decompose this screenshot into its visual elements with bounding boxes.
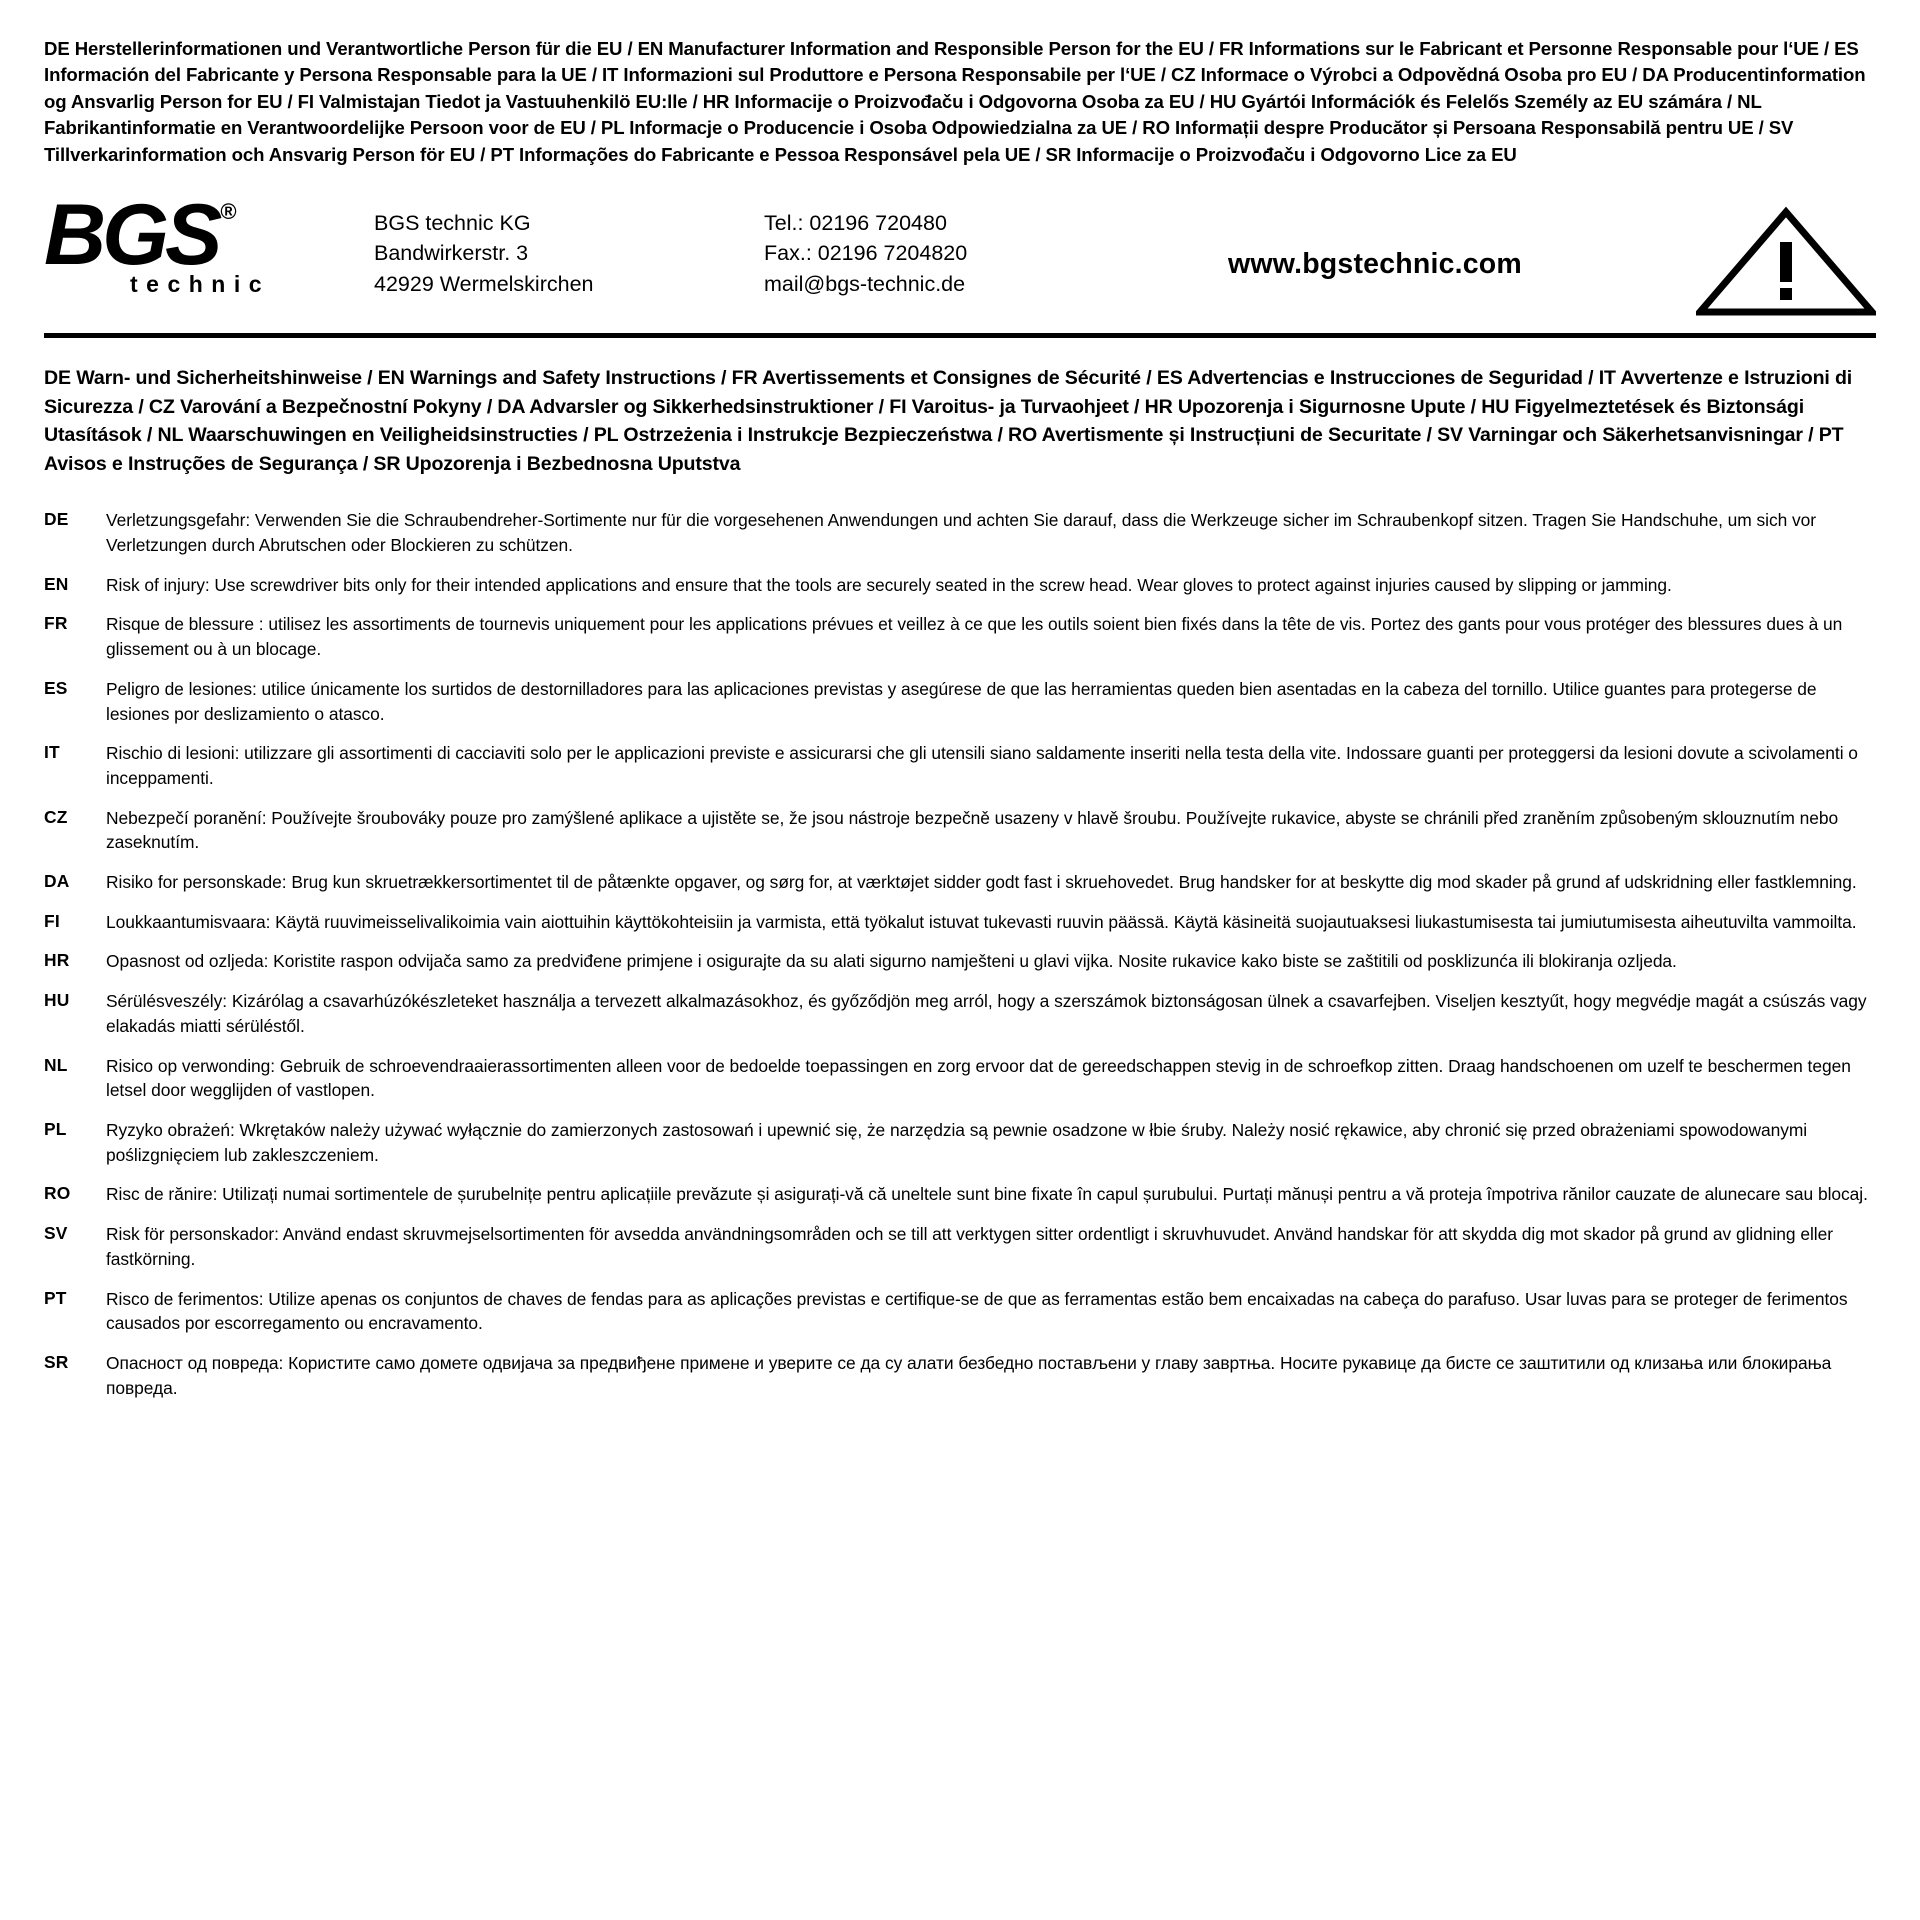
logo-subtext: technic xyxy=(130,271,271,298)
language-text: Risco de ferimentos: Utilize apenas os conjuntos de chaves de fendas para as aplicações previstas e certifique-se de que as ferramentas estão bem encaixadas na cabeça do parafuso. Usar luvas para se proteger de ferimentos causados por escorregamento ou encravamento. xyxy=(106,1288,1848,1334)
language-code: CZ xyxy=(44,806,68,827)
language-text: Loukkaantumisvaara: Käytä ruuvimeisselivalikoimia vain aiottuihin käyttökohteisiin ja varmista, että työkalut istuvat tukevasti ruuvin päässä. Käytä käsineitä suojautuaksesi liukastumisesta tai jumiutumisesta aiheutuvilta vammoilta. xyxy=(106,911,1857,932)
list-item xyxy=(44,1287,1876,1336)
language-text: Опасност од повреда: Користите само домете одвијача за предвиђене примене и уверите се да су алати безбедно постављени у главу завртња. Носите рукавице да бисте се заштитили од клизања или блокирања повреда. xyxy=(106,1352,1832,1398)
list-item xyxy=(44,870,1876,895)
language-code: EN xyxy=(44,573,69,594)
language-text: Verletzungsgefahr: Verwenden Sie die Schraubendreher-Sortimente nur für die vorgesehenen Anwendungen und achten Sie darauf, dass die Werkzeuge sicher im Schraubenkopf sitzen. Tragen Sie Handschuhe, um sich vor Verletzungen durch Abrutschen oder Blockieren zu schützen. xyxy=(106,510,1817,556)
language-text: Nebezpečí poranění: Používejte šroubováky pouze pro zamýšlené aplikace a ujistěte se, že jsou nástroje bezpečně usazeny v hlavě šroubu. Používejte rukavice, abyste se chránili před zraněním způsobeným sklouznutím nebo zaseknutím. xyxy=(106,807,1839,853)
company-telephone: Tel.: 02196 720480 xyxy=(764,210,947,235)
list-item xyxy=(44,741,1876,790)
list-item xyxy=(44,612,1876,661)
company-city: 42929 Wermelskirchen xyxy=(374,271,594,296)
language-code: IT xyxy=(44,742,60,763)
language-code: SR xyxy=(44,1351,69,1372)
registered-trademark-icon: ® xyxy=(220,198,237,224)
company-address xyxy=(374,190,764,300)
language-code: HR xyxy=(44,950,70,971)
language-text: Rischio di lesioni: utilizzare gli assortimenti di cacciaviti solo per le applicazioni previste e assicurarsi che gli utensili siano saldamente inseriti nella testa della vite. Indossare guanti per proteggersi da lesioni dovute a scivolamenti o inceppamenti. xyxy=(106,743,1858,788)
list-item xyxy=(44,1054,1876,1103)
list-item xyxy=(44,910,1876,935)
company-contact xyxy=(764,190,1074,300)
company-fax: Fax.: 02196 7204820 xyxy=(764,241,968,266)
language-code: RO xyxy=(44,1183,71,1204)
company-website[interactable]: www.bgstechnic.com xyxy=(1228,247,1522,280)
list-item xyxy=(44,573,1876,598)
language-text: Sérülésveszély: Kizárólag a csavarhúzókészleteket használja a tervezett alkalmazásokhoz, és győződjön meg arról, hogy a szerszámok biztonságosan ülnek a csavarfejben. Viseljen kesztyűt, hogy megvédje magát a csúszás vagy elakadás miatti sérüléstől. xyxy=(106,991,1867,1036)
safety-instructions-heading: DE Warn- und Sicherheitshinweise / EN Warnings and Safety Instructions / FR Avertissements et Consignes de Sécurité / ES Advertencias e Instrucciones de Seguridad / IT Avvertenze e Istruzioni di Sicurezza / CZ Varování a Bezpečnostní Pokyny / DA Advarsler og Sikkerhedsinstruktioner / FI Varoitus- ja Turvaohjeet / HR Upozorenja i Sigurnosne Upute / HU Figyelmeztetések és Biztonsági Utasítások / NL Waarschuwingen en Veiligheidsinstructies / PL Ostrzeżenia i Instrukcje Bezpieczeństwa / RO Avertismente și Instrucțiuni de Securitate / SV Varningar och Säkerhetsanvisningar / PT Avisos e Instruções de Segurança / SR Upozorenja i Bezbednosna Uputstva xyxy=(44,366,1853,475)
logo-wordmark-text: BGS xyxy=(44,186,219,283)
language-code: HU xyxy=(44,990,70,1011)
language-text: Peligro de lesiones: utilice únicamente los surtidos de destornilladores para las aplicaciones previstas y asegúrese de que las herramientas queden bien asentadas en la cabeza del tornillo. Utilice guantes para protegerse de lesiones por deslizamiento o atasco. xyxy=(106,678,1817,724)
language-code: NL xyxy=(44,1054,68,1075)
company-info-band xyxy=(44,186,1876,338)
language-code: FI xyxy=(44,910,60,931)
language-text: Risk för personskador: Använd endast skruvmejselsortimenten för avsedda användningsområden och se till att verktygen sitter ordentligt i skruvhuvudet. Använd handskar för att skydda dig mot skador på grund av glidning eller fastkörning. xyxy=(106,1224,1833,1269)
warning-triangle-icon xyxy=(1696,206,1876,318)
language-text: Risiko for personskade: Brug kun skruetrækkersortimentet til de påtænkte opgaver, og sørg for, at værktøjet sidder godt fast i skruehovedet. Brug handsker for at beskytte dig mod skader på grund af udskridning eller fastklemning. xyxy=(106,872,1857,893)
list-item xyxy=(44,989,1876,1038)
language-code: SV xyxy=(44,1223,68,1244)
language-warning-list xyxy=(44,508,1876,1400)
language-text: Risque de blessure : utilisez les assortiments de tournevis uniquement pour les applications prévues et veillez à ce que les outils soient bien fixés dans la tête de vis. Portez des gants pour vous protéger des blessures dues à un glissement ou à un blocage. xyxy=(106,614,1843,660)
warning-triangle-container xyxy=(1676,190,1876,318)
language-code: PT xyxy=(44,1287,67,1308)
list-item xyxy=(44,508,1876,557)
list-item xyxy=(44,806,1876,855)
language-code: DA xyxy=(44,871,70,892)
language-code: PL xyxy=(44,1118,67,1139)
bgs-logo xyxy=(44,186,374,298)
list-item xyxy=(44,949,1876,974)
language-text: Ryzyko obrażeń: Wkrętaków należy używać wyłącznie do zamierzonych zastosowań i upewnić się, że narzędzia są pewnie osadzone w łbie śruby. Należy nosić rękawice, aby chronić się przed obrażeniami spowodowanymi poślizgnięciem lub zakleszczeniem. xyxy=(106,1119,1808,1165)
list-item xyxy=(44,677,1876,726)
language-text: Risc de rănire: Utilizați numai sortimentele de șurubelnițe pentru aplicațiile prevăzute și asigurați-vă că uneltele sunt bine fixate în capul șurubului. Purtați mănuși pentru a vă proteja împotriva rănilor cauzate de alunecare sau blocaj. xyxy=(106,1184,1868,1205)
list-item xyxy=(44,1351,1876,1400)
list-item xyxy=(44,1222,1876,1271)
language-code: ES xyxy=(44,677,68,698)
language-code: DE xyxy=(44,509,69,530)
list-item xyxy=(44,1182,1876,1207)
logo-wordmark xyxy=(44,186,237,283)
list-item xyxy=(44,1118,1876,1167)
language-text: Opasnost od ozljeda: Koristite raspon odvijača samo za predviđene primjene i osigurajte da su alati sigurno namješteni u glavi vijka. Nosite rukavice kako biste se zaštitili od posklizunća ili blokiranja ozljeda. xyxy=(106,951,1677,972)
company-name: BGS technic KG xyxy=(374,210,531,235)
language-text: Risk of injury: Use screwdriver bits only for their intended applications and ensure that the tools are securely seated in the screw head. Wear gloves to protect against injuries caused by slipping or jamming. xyxy=(106,574,1672,595)
language-code: FR xyxy=(44,613,68,634)
company-street: Bandwirkerstr. 3 xyxy=(374,241,529,266)
company-email[interactable]: mail@bgs-technic.de xyxy=(764,271,966,296)
manufacturer-info-heading: DE Herstellerinformationen und Verantwortliche Person für die EU / EN Manufacturer Information and Responsible Person for the EU / FR Informations sur le Fabricant et Personne Responsable pour l‘UE / ES Información del Fabricante y Persona Responsable para la UE / IT Informazioni sul Produttore e Persona Responsabile per l‘UE / CZ Informace o Výrobci a Odpovědná Osoba pro EU / DA Producentinformation og Ansvarlig Person for EU / FI Valmistajan Tiedot ja Vastuuhenkilö EU:lle / HR Informacije o Proizvođaču i Odgovorna Osoba za EU / HU Gyártói Információk és Felelős Személy az EU számára / NL Fabrikantinformatie en Verantwoordelijke Persoon voor de EU / PL Informacje o Producencie i Osoba Odpowiedzialna za UE / RO Informații despre Producător și Persoana Responsabilă pentru UE / SV Tillverkarinformation och Ansvarig Person för EU / PT Informações do Fabricante e Pessoa Responsável pela UE / SR Informacije o Proizvođaču i Odgovorno Lice za EU xyxy=(44,38,1866,165)
language-text: Risico op verwonding: Gebruik de schroevendraaierassortimenten alleen voor de bedoelde toepassingen en zorg ervoor dat de gereedschappen stevig in de schroefkop zitten. Draag handschoenen om uzelf te beschermen tegen letsel door wegglijden of vastlopen. xyxy=(106,1055,1851,1101)
